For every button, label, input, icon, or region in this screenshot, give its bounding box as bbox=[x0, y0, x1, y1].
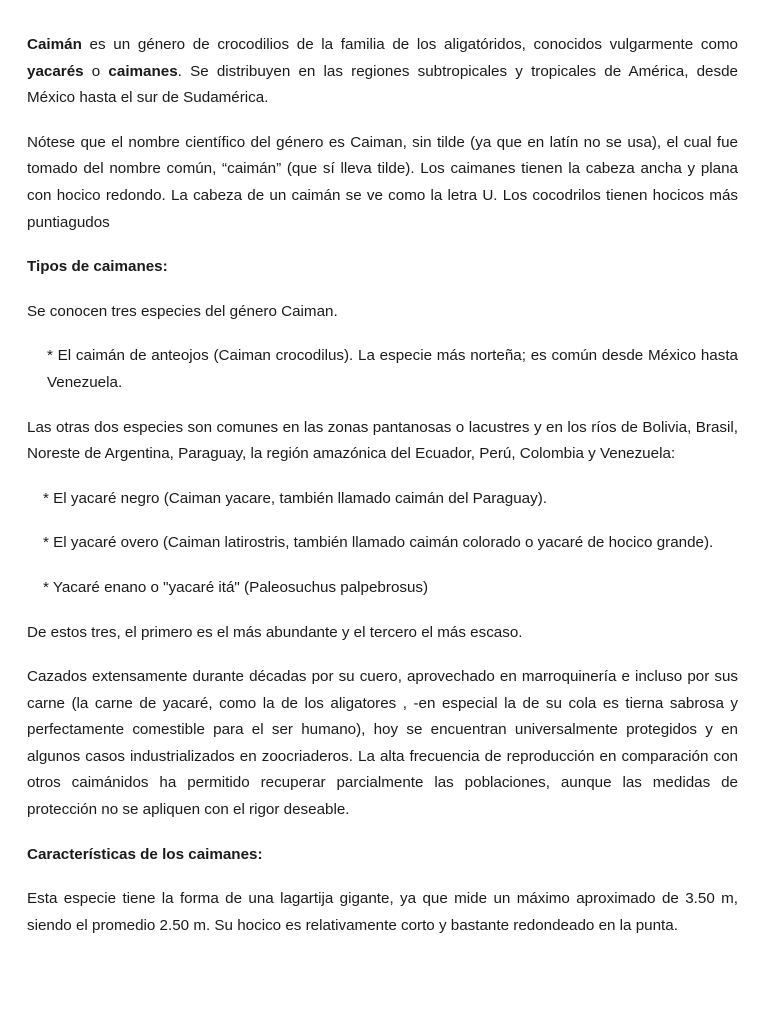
term-caimanes: caimanes bbox=[108, 62, 178, 80]
hunting-paragraph: Cazados extensamente durante décadas por su cuero, aprovechado en marroquinería e incluso por sus carne (la carne de yacaré, como la de los aligatores , -en especial la de su cola es tierna sabrosa y perfectamente comestible para el ser humano), hoy se encuentran universalmente protegidos y en algunos casos industrializados en zoocriaderos. La alta frecuencia de reproducción en comparación con otros caimánidos ha permitido recuperar parcialmente las poblaciones, aunque las medidas de protección no se apliquen con el rigor deseable. bbox=[27, 668, 738, 819]
features-paragraph: Esta especie tiene la forma de una lagartija gigante, ya que mide un máximo aproximado de 3.50 m, siendo el promedio 2.50 m. Su hocico es relativamente corto y bastante redondeado en la punta. bbox=[27, 890, 738, 934]
species-item-2: * El yacaré negro (Caiman yacare, también llamado caimán del Paraguay). bbox=[43, 489, 547, 507]
intro-text-1: es un género de crocodilios de la familia de los aligatóridos, conocidos vulgarmente como bbox=[81, 36, 738, 53]
intro-text-2: o bbox=[83, 62, 109, 80]
features-heading: Características de los caimanes: bbox=[27, 845, 263, 863]
document-page bbox=[27, 32, 738, 957]
note-paragraph: Nótese que el nombre científico del género es Caiman, sin tilde (ya que en latín no se usa), el cual fue tomado del nombre común, “caimán” (que sí lleva tilde). Los caimanes tienen la cabeza ancha y plana con hocico redondo. La cabeza de un caimán se ve como la letra U. Los cocodrilos tienen hocicos más puntiagudos bbox=[27, 133, 738, 231]
species-item-4: * Yacaré enano o "yacaré itá" (Paleosuchus palpebrosus) bbox=[43, 578, 429, 596]
abundance-paragraph: De estos tres, el primero es el más abundante y el tercero el más escaso. bbox=[27, 623, 523, 641]
intro-paragraph bbox=[27, 32, 738, 112]
species-item-1: * El caimán de anteojos (Caiman crocodilus). La especie más norteña; es común desde México hasta Venezuela. bbox=[47, 347, 738, 391]
species-intro: Se conocen tres especies del género Caiman. bbox=[27, 302, 338, 320]
types-heading: Tipos de caimanes: bbox=[27, 258, 168, 276]
species-item-3: * El yacaré overo (Caiman latirostris, también llamado caimán colorado o yacaré de hocico grande). bbox=[43, 534, 714, 552]
term-caiman: Caimán bbox=[27, 36, 82, 53]
intro-text-3: . Se distribuyen en las regiones subtropicales y tropicales de América, desde México hasta el sur de Sudamérica. bbox=[27, 62, 738, 107]
others-intro: Las otras dos especies son comunes en las zonas pantanosas o lacustres y en los ríos de Bolivia, Brasil, Noreste de Argentina, Paraguay, la región amazónica del Ecuador, Perú, Colombia y Venezuela: bbox=[27, 418, 738, 463]
term-yacares: yacarés bbox=[27, 62, 84, 80]
